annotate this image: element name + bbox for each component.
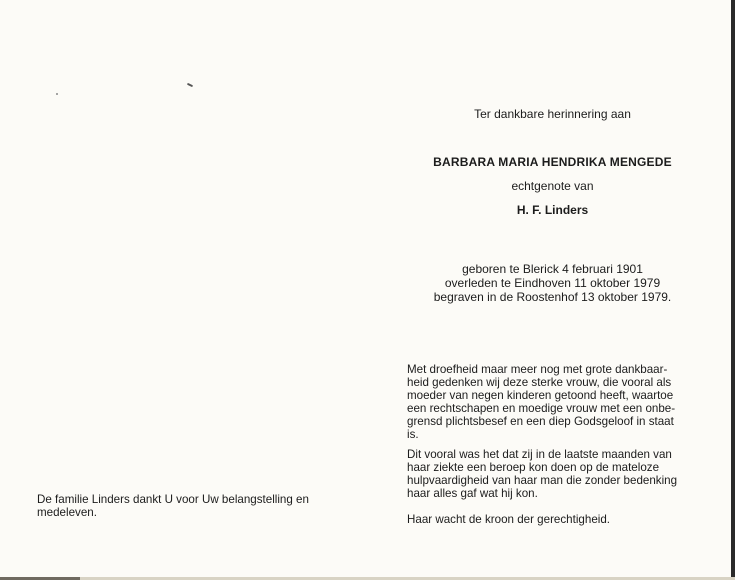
paper-speck	[187, 83, 193, 87]
paragraph-line: Met droefheid maar meer nog met grote dankbaar-	[407, 363, 668, 376]
spouse-name: H. F. Linders	[516, 203, 589, 217]
paper-speck	[56, 93, 58, 95]
closing-text: Haar wacht de kroon der gerechtigheid.	[407, 513, 611, 526]
intro-line: Ter dankbare herinnering aan	[474, 107, 631, 121]
deceased-name: BARBARA MARIA HENDRIKA MENGEDE	[433, 155, 672, 169]
paragraph-line: hulpvaardigheid van haar man die zonder bedenking	[407, 474, 678, 487]
paragraph-line: een rechtschapen en moedige vrouw met een onbe-	[407, 402, 676, 415]
thanks-line: medeleven.	[37, 506, 97, 519]
paragraph-line: is.	[407, 428, 419, 441]
paragraph-line: Dit vooral was het dat zij in de laatste maanden van	[407, 448, 672, 461]
paragraph-line: moeder van negen kinderen getoond heeft, waartoe	[407, 389, 674, 402]
paragraph-line: haar ziekte een beroep kon doen op de mateloze	[407, 461, 660, 474]
closing-line	[407, 513, 735, 526]
paragraph-line: grensd plichtsbesef en een diep Godsgeloof in staat	[407, 415, 674, 428]
paragraph-line: heid gedenken wij deze sterke vrouw, die vooral als	[407, 376, 672, 389]
memorial-paragraph-1	[407, 363, 735, 441]
relation-line: echtgenote van	[511, 179, 594, 193]
death-line: overleden te Eindhoven 11 oktober 1979	[444, 276, 661, 290]
family-thanks	[37, 493, 309, 519]
thanks-line: De familie Linders dankt U voor Uw belangstelling en	[37, 493, 309, 506]
paragraph-line: haar alles gaf wat hij kon.	[407, 487, 538, 500]
birth-line: geboren te Blerick 4 februari 1901	[462, 262, 643, 276]
memorial-paragraph-2	[407, 448, 735, 500]
burial-line: begraven in de Roostenhof 13 oktober 1979.	[433, 290, 672, 304]
